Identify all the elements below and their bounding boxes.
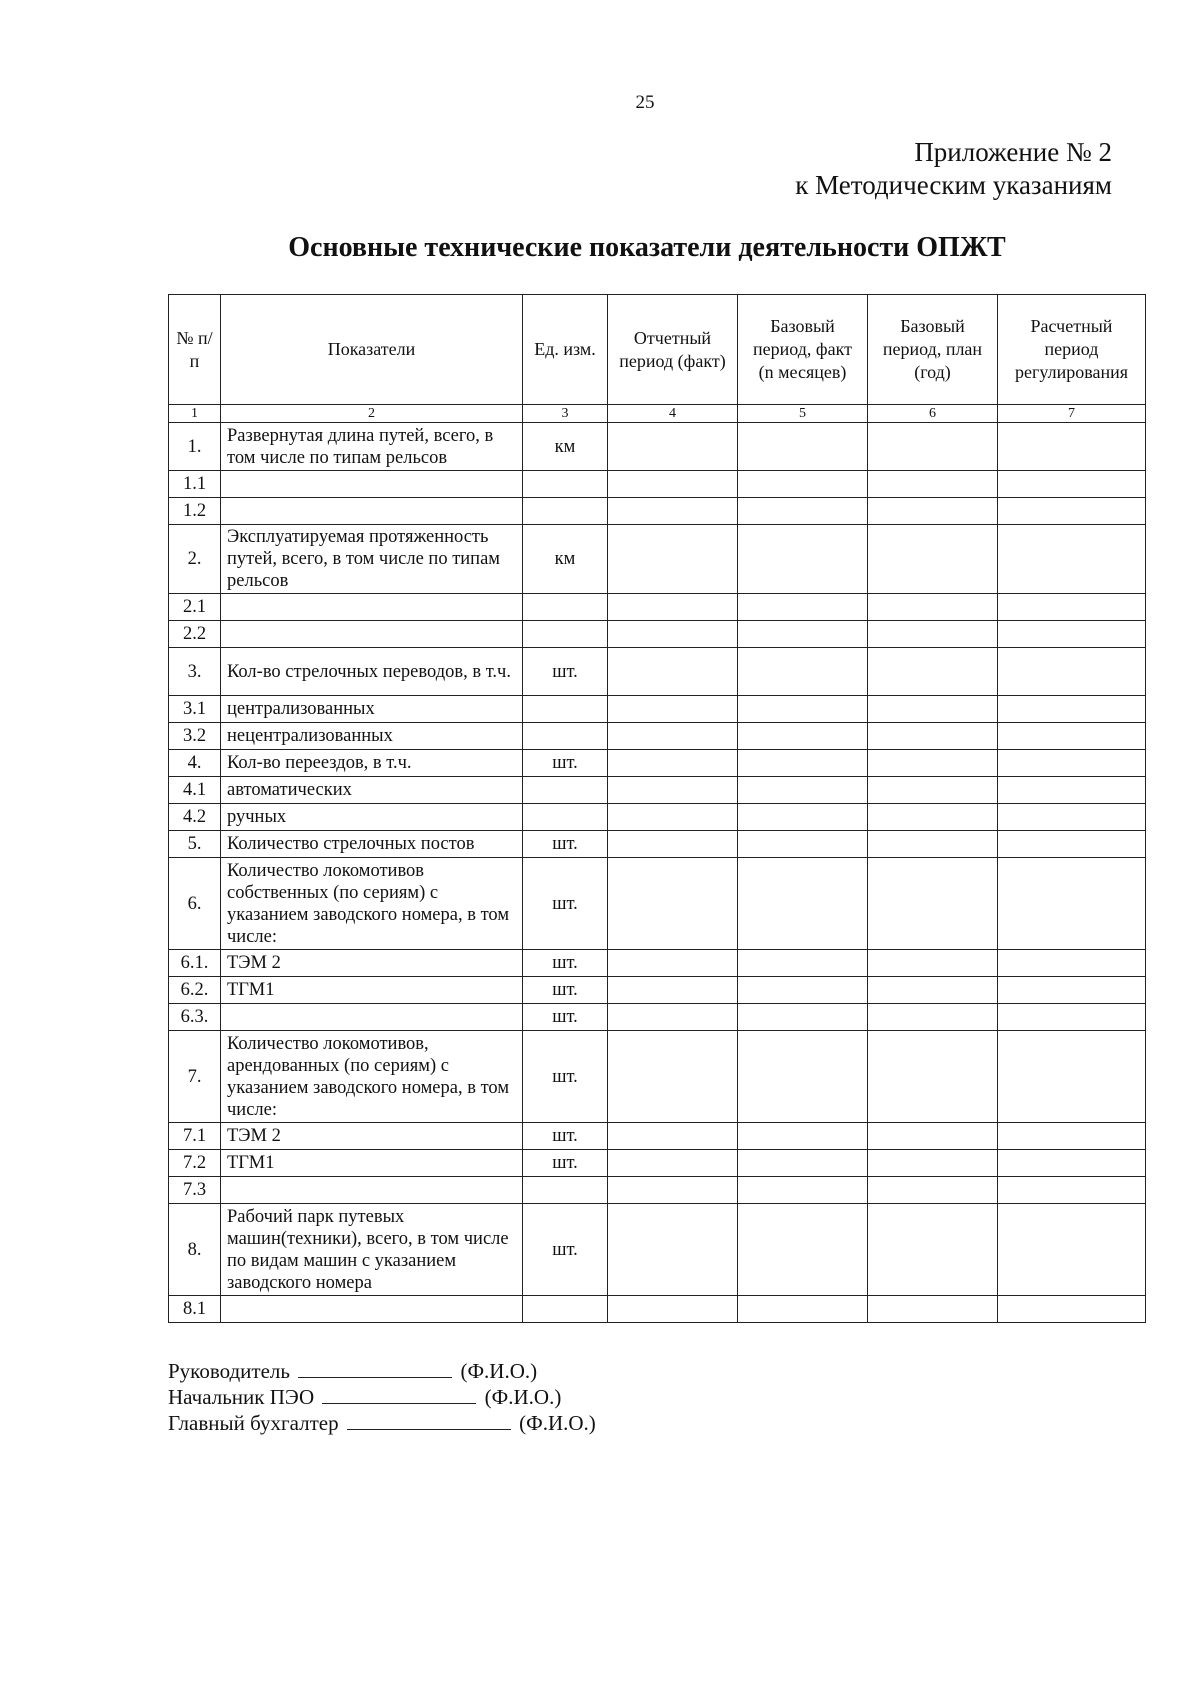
row-number: 7.3 — [169, 1177, 221, 1204]
row-unit: шт. — [523, 1123, 608, 1150]
row-indicator — [221, 498, 523, 525]
header-number: № п/п — [169, 295, 221, 405]
signature-line-peo-head — [168, 1384, 596, 1410]
cell-base-period-fact — [738, 950, 868, 977]
column-number: 6 — [868, 405, 998, 423]
cell-regulation-period — [998, 696, 1146, 723]
cell-regulation-period — [998, 1204, 1146, 1296]
column-number: 4 — [608, 405, 738, 423]
cell-regulation-period — [998, 471, 1146, 498]
row-number: 2.1 — [169, 594, 221, 621]
row-number: 6. — [169, 858, 221, 950]
table-row — [169, 977, 1146, 1004]
table-row — [169, 696, 1146, 723]
row-number: 1. — [169, 423, 221, 471]
table-row — [169, 723, 1146, 750]
row-unit: шт. — [523, 858, 608, 950]
cell-reporting-period — [608, 804, 738, 831]
cell-regulation-period — [998, 1123, 1146, 1150]
row-unit: шт. — [523, 977, 608, 1004]
cell-reporting-period — [608, 1204, 738, 1296]
table-row — [169, 1004, 1146, 1031]
cell-base-period-plan — [868, 1123, 998, 1150]
signature-role: Руководитель — [168, 1359, 290, 1383]
header-row — [169, 295, 1146, 405]
document-title: Основные технические показатели деятельности ОПЖТ — [288, 232, 1006, 263]
cell-base-period-fact — [738, 1031, 868, 1123]
row-number: 4.1 — [169, 777, 221, 804]
row-indicator: Количество стрелочных постов — [221, 831, 523, 858]
row-indicator — [221, 1177, 523, 1204]
row-unit: шт. — [523, 1150, 608, 1177]
cell-reporting-period — [608, 831, 738, 858]
row-indicator: Количество локомотивов собственных (по сериям) с указанием заводского номера, в том числе: — [221, 858, 523, 950]
column-number: 3 — [523, 405, 608, 423]
signature-blank — [298, 1359, 452, 1378]
row-unit: шт. — [523, 648, 608, 696]
cell-reporting-period — [608, 977, 738, 1004]
cell-regulation-period — [998, 1150, 1146, 1177]
header-regulation-period: Расчетный период регулирования — [998, 295, 1146, 405]
cell-base-period-plan — [868, 723, 998, 750]
cell-reporting-period — [608, 525, 738, 594]
cell-base-period-fact — [738, 858, 868, 950]
signature-fio: (Ф.И.О.) — [519, 1411, 596, 1435]
cell-base-period-fact — [738, 525, 868, 594]
cell-base-period-plan — [868, 1296, 998, 1323]
row-unit: шт. — [523, 1204, 608, 1296]
table-row — [169, 1177, 1146, 1204]
cell-reporting-period — [608, 1031, 738, 1123]
column-number: 1 — [169, 405, 221, 423]
cell-base-period-plan — [868, 1177, 998, 1204]
cell-base-period-fact — [738, 594, 868, 621]
header-base-period-plan: Базовый период, план (год) — [868, 295, 998, 405]
table-row — [169, 1150, 1146, 1177]
cell-regulation-period — [998, 1177, 1146, 1204]
row-number: 1.2 — [169, 498, 221, 525]
cell-reporting-period — [608, 471, 738, 498]
cell-base-period-plan — [868, 525, 998, 594]
row-number: 3. — [169, 648, 221, 696]
row-indicator — [221, 471, 523, 498]
table-row — [169, 750, 1146, 777]
cell-base-period-plan — [868, 1031, 998, 1123]
appendix-line-2: к Методическим указаниям — [795, 170, 1112, 200]
appendix-line-1: Приложение № 2 — [914, 137, 1112, 167]
cell-reporting-period — [608, 1150, 738, 1177]
cell-base-period-plan — [868, 777, 998, 804]
cell-base-period-plan — [868, 1204, 998, 1296]
row-number: 2.2 — [169, 621, 221, 648]
row-number: 4. — [169, 750, 221, 777]
row-indicator — [221, 1004, 523, 1031]
row-indicator: централизованных — [221, 696, 523, 723]
cell-base-period-plan — [868, 621, 998, 648]
row-number: 8.1 — [169, 1296, 221, 1323]
table-row — [169, 525, 1146, 594]
signature-blank — [347, 1411, 511, 1430]
row-number: 3.2 — [169, 723, 221, 750]
table-row — [169, 423, 1146, 471]
table-row — [169, 804, 1146, 831]
cell-base-period-plan — [868, 498, 998, 525]
row-unit — [523, 498, 608, 525]
row-unit: км — [523, 525, 608, 594]
cell-base-period-fact — [738, 1204, 868, 1296]
cell-base-period-plan — [868, 594, 998, 621]
row-number: 7.2 — [169, 1150, 221, 1177]
cell-reporting-period — [608, 1296, 738, 1323]
cell-reporting-period — [608, 621, 738, 648]
cell-base-period-plan — [868, 804, 998, 831]
cell-base-period-fact — [738, 1150, 868, 1177]
signature-role: Начальник ПЭО — [168, 1385, 315, 1409]
column-numbers-row — [169, 405, 1146, 423]
table-row — [169, 1204, 1146, 1296]
row-indicator: Количество локомотивов, арендованных (по сериям) с указанием заводского номера, в том числе: — [221, 1031, 523, 1123]
row-unit: шт. — [523, 831, 608, 858]
cell-reporting-period — [608, 723, 738, 750]
page-number: 25 — [635, 92, 655, 113]
cell-reporting-period — [608, 950, 738, 977]
cell-base-period-fact — [738, 1296, 868, 1323]
cell-base-period-plan — [868, 950, 998, 977]
row-unit — [523, 777, 608, 804]
cell-regulation-period — [998, 804, 1146, 831]
row-indicator: ТЭМ 2 — [221, 1123, 523, 1150]
cell-base-period-plan — [868, 831, 998, 858]
cell-base-period-fact — [738, 696, 868, 723]
row-number: 8. — [169, 1204, 221, 1296]
cell-reporting-period — [608, 750, 738, 777]
cell-regulation-period — [998, 1031, 1146, 1123]
cell-regulation-period — [998, 498, 1146, 525]
cell-regulation-period — [998, 621, 1146, 648]
row-indicator: ТГМ1 — [221, 977, 523, 1004]
cell-base-period-fact — [738, 804, 868, 831]
cell-base-period-plan — [868, 471, 998, 498]
cell-reporting-period — [608, 1004, 738, 1031]
row-indicator: Развернутая длина путей, всего, в том числе по типам рельсов — [221, 423, 523, 471]
table-row — [169, 471, 1146, 498]
cell-base-period-fact — [738, 423, 868, 471]
row-number: 3.1 — [169, 696, 221, 723]
cell-base-period-fact — [738, 648, 868, 696]
cell-regulation-period — [998, 525, 1146, 594]
cell-reporting-period — [608, 696, 738, 723]
cell-base-period-plan — [868, 977, 998, 1004]
row-indicator — [221, 1296, 523, 1323]
cell-base-period-plan — [868, 423, 998, 471]
indicators-table — [168, 294, 1146, 1323]
cell-reporting-period — [608, 1177, 738, 1204]
row-unit: шт. — [523, 750, 608, 777]
cell-base-period-fact — [738, 1123, 868, 1150]
cell-regulation-period — [998, 594, 1146, 621]
row-indicator: ТЭМ 2 — [221, 950, 523, 977]
row-indicator: Кол-во переездов, в т.ч. — [221, 750, 523, 777]
row-indicator: автоматических — [221, 777, 523, 804]
cell-reporting-period — [608, 858, 738, 950]
table-row — [169, 1296, 1146, 1323]
row-indicator — [221, 621, 523, 648]
cell-base-period-fact — [738, 723, 868, 750]
cell-regulation-period — [998, 831, 1146, 858]
cell-base-period-plan — [868, 750, 998, 777]
cell-base-period-plan — [868, 648, 998, 696]
column-number: 2 — [221, 405, 523, 423]
row-unit — [523, 1296, 608, 1323]
column-number: 5 — [738, 405, 868, 423]
signature-blank — [322, 1385, 476, 1404]
row-indicator: Рабочий парк путевых машин(техники), всего, в том числе по видам машин с указанием заводского номера — [221, 1204, 523, 1296]
cell-reporting-period — [608, 648, 738, 696]
row-indicator: нецентрализованных — [221, 723, 523, 750]
row-indicator: Кол-во стрелочных переводов, в т.ч. — [221, 648, 523, 696]
row-unit: шт. — [523, 950, 608, 977]
signature-line-chief-accountant — [168, 1410, 596, 1436]
cell-base-period-fact — [738, 831, 868, 858]
signature-block — [168, 1358, 596, 1436]
table-row — [169, 777, 1146, 804]
table-row — [169, 621, 1146, 648]
cell-base-period-fact — [738, 750, 868, 777]
row-number: 7.1 — [169, 1123, 221, 1150]
table-row — [169, 498, 1146, 525]
cell-base-period-fact — [738, 1177, 868, 1204]
cell-base-period-fact — [738, 471, 868, 498]
header-reporting-period: Отчетный период (факт) — [608, 295, 738, 405]
signature-role: Главный бухгалтер — [168, 1411, 339, 1435]
table-row — [169, 950, 1146, 977]
cell-regulation-period — [998, 977, 1146, 1004]
cell-regulation-period — [998, 1296, 1146, 1323]
row-number: 6.2. — [169, 977, 221, 1004]
row-unit — [523, 723, 608, 750]
row-unit: шт. — [523, 1031, 608, 1123]
cell-base-period-fact — [738, 621, 868, 648]
cell-regulation-period — [998, 777, 1146, 804]
cell-base-period-plan — [868, 858, 998, 950]
cell-regulation-period — [998, 648, 1146, 696]
row-indicator: Эксплуатируемая протяженность путей, всего, в том числе по типам рельсов — [221, 525, 523, 594]
row-unit — [523, 594, 608, 621]
signature-fio: (Ф.И.О.) — [484, 1385, 562, 1409]
table-row — [169, 858, 1146, 950]
signature-line-director — [168, 1358, 596, 1384]
cell-regulation-period — [998, 858, 1146, 950]
table-row — [169, 594, 1146, 621]
row-number: 6.1. — [169, 950, 221, 977]
row-indicator: ТГМ1 — [221, 1150, 523, 1177]
row-unit: шт. — [523, 1004, 608, 1031]
table-row — [169, 831, 1146, 858]
cell-regulation-period — [998, 1004, 1146, 1031]
cell-reporting-period — [608, 498, 738, 525]
header-indicators: Показатели — [221, 295, 523, 405]
cell-base-period-plan — [868, 1150, 998, 1177]
row-indicator: ручных — [221, 804, 523, 831]
header-unit: Ед. изм. — [523, 295, 608, 405]
cell-regulation-period — [998, 950, 1146, 977]
table-row — [169, 1123, 1146, 1150]
row-unit — [523, 471, 608, 498]
cell-base-period-plan — [868, 696, 998, 723]
row-unit — [523, 621, 608, 648]
row-number: 1.1 — [169, 471, 221, 498]
cell-regulation-period — [998, 723, 1146, 750]
cell-regulation-period — [998, 423, 1146, 471]
row-number: 7. — [169, 1031, 221, 1123]
cell-base-period-fact — [738, 1004, 868, 1031]
row-indicator — [221, 594, 523, 621]
cell-reporting-period — [608, 594, 738, 621]
row-number: 4.2 — [169, 804, 221, 831]
cell-base-period-plan — [868, 1004, 998, 1031]
row-number: 5. — [169, 831, 221, 858]
appendix-header — [795, 136, 1112, 202]
cell-regulation-period — [998, 750, 1146, 777]
cell-base-period-fact — [738, 498, 868, 525]
row-unit: км — [523, 423, 608, 471]
cell-reporting-period — [608, 777, 738, 804]
row-unit — [523, 804, 608, 831]
row-unit — [523, 1177, 608, 1204]
table-row — [169, 648, 1146, 696]
column-number: 7 — [998, 405, 1146, 423]
table-row — [169, 1031, 1146, 1123]
signature-fio: (Ф.И.О.) — [460, 1359, 538, 1383]
cell-base-period-fact — [738, 977, 868, 1004]
header-base-period-fact: Базовый период, факт (n месяцев) — [738, 295, 868, 405]
row-number: 6.3. — [169, 1004, 221, 1031]
row-unit — [523, 696, 608, 723]
row-number: 2. — [169, 525, 221, 594]
cell-reporting-period — [608, 1123, 738, 1150]
cell-reporting-period — [608, 423, 738, 471]
cell-base-period-fact — [738, 777, 868, 804]
